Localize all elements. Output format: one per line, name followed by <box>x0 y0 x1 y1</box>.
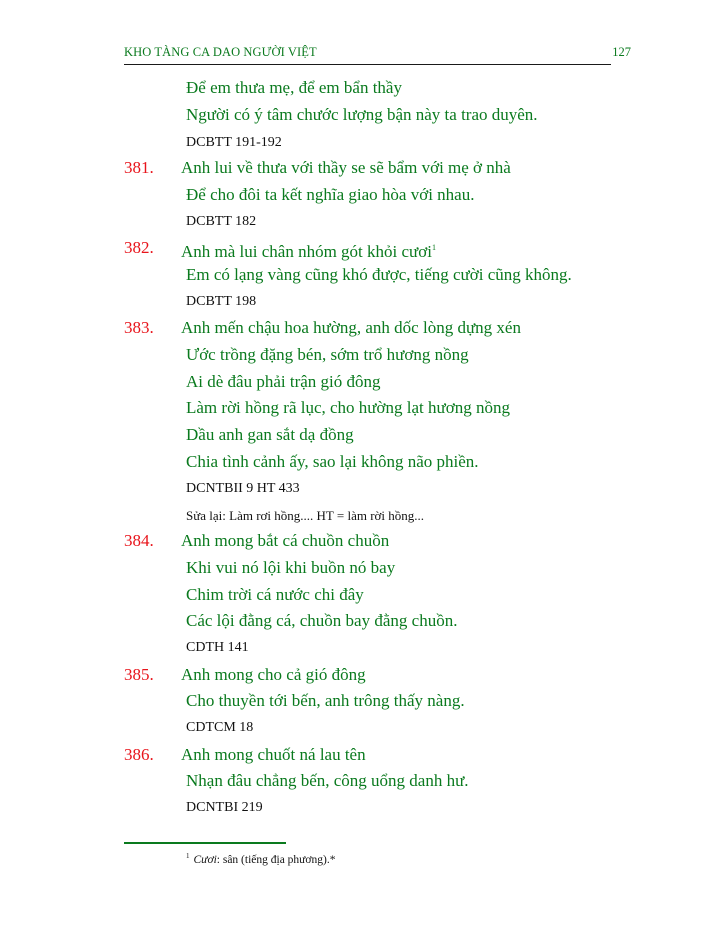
footnote-divider <box>124 842 286 844</box>
verse-line: Làm rời hồng rã lục, cho hường lạt hương nồng <box>186 398 510 417</box>
footnote-term: Cươi <box>193 854 217 866</box>
verse-line: Khi vui nó lội khi buồn nó bay <box>186 558 396 577</box>
verse-line: Anh mong chuốt ná lau tên <box>181 745 366 764</box>
page-number: 127 <box>612 45 631 59</box>
entry-number: 386. <box>124 745 154 764</box>
correction-note: Sửa lại: Làm rơi hồng.... HT = làm rời hồng... <box>186 508 425 523</box>
book-title: KHO TÀNG CA DAO NGƯỜI VIỆT <box>124 45 317 59</box>
verse-text: Anh mà lui chân nhóm gót khỏi cươi <box>181 242 432 261</box>
verse-line: Em có lạng vàng cũng khó được, tiếng cười cũng không. <box>186 265 572 284</box>
verse-line: Để em thưa mẹ, để em bẩn thầy <box>186 78 402 97</box>
verse-line: Chia tình cảnh ấy, sao lại không não phiền. <box>186 452 479 471</box>
verse-line: Anh mong cho cả gió đông <box>181 665 366 684</box>
source-ref: DCBTT 191-192 <box>186 135 282 150</box>
source-ref: DCBTT 182 <box>186 214 257 229</box>
verse-line: Nhạn đâu chẳng bến, công uổng danh hư. <box>186 771 469 790</box>
entry-number: 383. <box>124 318 154 337</box>
running-header <box>124 44 631 65</box>
verse-line: Anh lui về thưa với thầy se sẽ bẩm với mẹ ở nhà <box>181 158 511 177</box>
verse-line: Người có ý tâm chước lượng bận này ta trao duyên. <box>186 105 538 124</box>
verse-line: Ước trồng đặng bén, sớm trổ hương nồng <box>186 345 469 364</box>
footnote-marker[interactable]: 1 <box>431 243 436 252</box>
verse-line: Anh mong bắt cá chuồn chuồn <box>181 531 390 550</box>
entry-number: 381. <box>124 158 154 177</box>
verse-line: Chim trời cá nước chi đây <box>186 585 364 604</box>
entry-number: 385. <box>124 665 154 684</box>
entry-number: 382. <box>124 238 154 257</box>
source-ref: DCBTT 198 <box>186 294 257 309</box>
verse-line: Các lội đằng cá, chuồn bay đằng chuồn. <box>186 611 458 630</box>
verse-line: Ai dè đâu phải trận gió đông <box>186 372 381 391</box>
verse-line: Dầu anh gan sắt dạ đồng <box>186 425 354 444</box>
source-ref: DCNTBII 9 HT 433 <box>186 481 300 496</box>
verse-line: Anh mến chậu hoa hường, anh dốc lòng dựng xén <box>181 318 521 337</box>
source-ref: CDTCM 18 <box>186 720 254 735</box>
verse-line: Để cho đôi ta kết nghĩa giao hòa với nhau. <box>186 185 475 204</box>
footnote-text: : sân (tiếng địa phương).* <box>216 854 336 866</box>
verse-line <box>181 238 436 262</box>
source-ref: CDTH 141 <box>186 640 249 655</box>
verse-line: Cho thuyền tới bến, anh trông thấy nàng. <box>186 691 465 710</box>
footnote <box>186 852 335 866</box>
entry-number: 384. <box>124 531 154 550</box>
source-ref: DCNTBI 219 <box>186 800 263 815</box>
footnote-number: 1 <box>186 852 190 860</box>
